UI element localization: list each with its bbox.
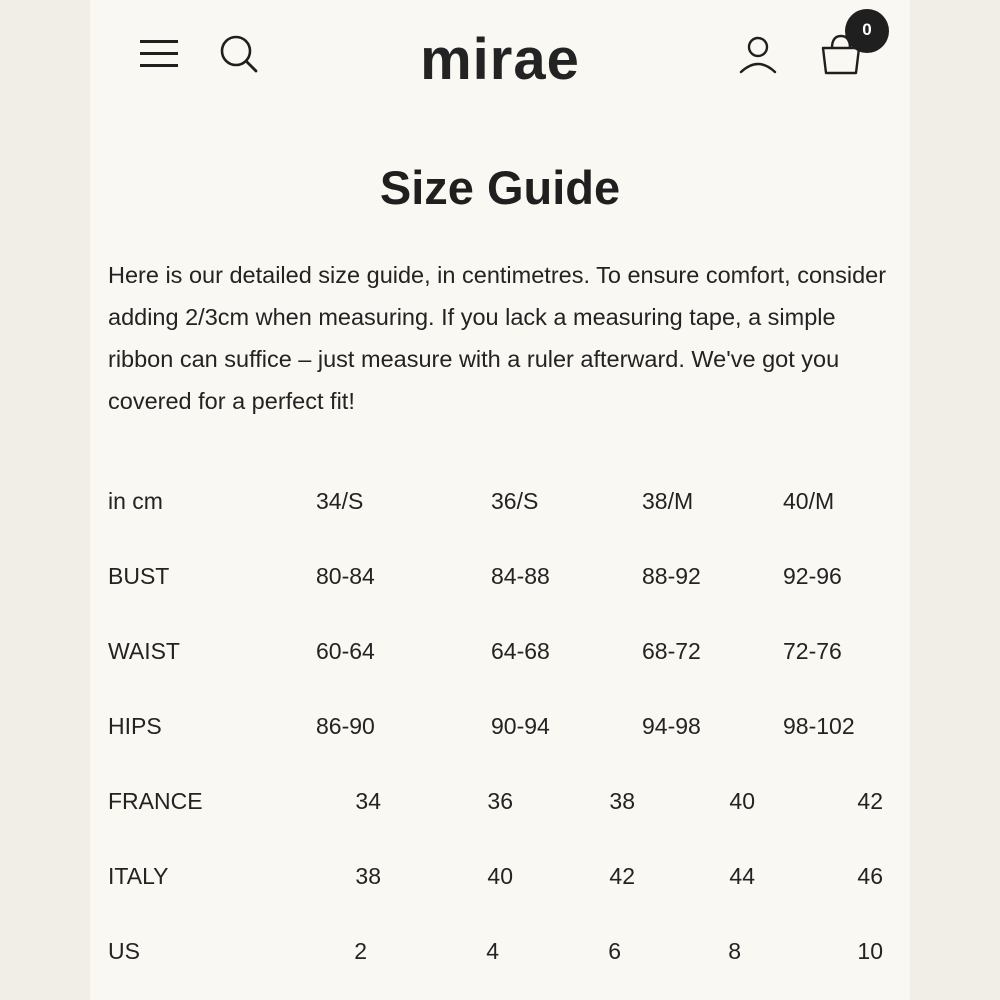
table-row-waist: [0, 631, 1000, 671]
table-cell: 94-98: [642, 713, 701, 739]
table-cell: 36: [487, 788, 513, 814]
table-cell: 60-64: [316, 638, 375, 664]
search-icon: [218, 34, 260, 76]
menu-icon-line: [140, 64, 178, 67]
table-cell: 44: [729, 863, 755, 889]
table-cell: 40: [487, 863, 513, 889]
size-column-header: 38/M: [642, 488, 694, 514]
menu-icon-line: [140, 52, 178, 55]
table-cell: 34: [355, 788, 381, 814]
table-cell: 72-76: [783, 638, 842, 664]
page-title: Size Guide: [379, 161, 621, 214]
table-cell: 64-68: [491, 638, 550, 664]
size-column-header: 40/M: [783, 488, 835, 514]
brand-logo[interactable]: mirae: [420, 27, 580, 92]
table-cell: 80-84: [316, 563, 375, 589]
table-row-bust: [0, 556, 1000, 596]
size-column-header: 34/S: [316, 488, 364, 514]
table-cell: 4: [486, 938, 499, 964]
size-column-header: 36/S: [491, 488, 539, 514]
row-label: BUST: [108, 563, 170, 589]
table-row-hips: [0, 706, 1000, 746]
table-cell: 98-102: [783, 713, 855, 739]
table-cell: 84-88: [491, 563, 550, 589]
table-header-label: in cm: [108, 488, 163, 514]
table-cell: 38: [609, 788, 635, 814]
table-cell: 8: [728, 938, 741, 964]
row-label: US: [108, 938, 140, 964]
row-label: WAIST: [108, 638, 180, 664]
table-cell: 92-96: [783, 563, 842, 589]
table-cell: 90-94: [491, 713, 550, 739]
account-icon: [736, 34, 780, 78]
cart-count-badge[interactable]: 0: [845, 9, 889, 53]
account-button[interactable]: [736, 34, 780, 78]
site-header: [0, 0, 1000, 110]
menu-button[interactable]: [138, 34, 182, 72]
table-cell: 68-72: [642, 638, 701, 664]
table-cell: 10: [857, 938, 883, 964]
table-row-us: [0, 931, 1000, 971]
table-cell: 2: [354, 938, 367, 964]
menu-icon-line: [140, 40, 178, 43]
table-cell: 6: [608, 938, 621, 964]
table-row-france: [0, 781, 1000, 821]
table-cell: 42: [857, 788, 883, 814]
table-cell: 42: [609, 863, 635, 889]
intro-text: Here is our detailed size guide, in centimetres. To ensure comfort, consider adding 2/3cm when measuring. If you lack a measuring tape, a simple ribbon can suffice – just measure with a ruler afterward. We've got you covered for a perfect fit!: [108, 262, 887, 414]
table-cell: 40: [729, 788, 755, 814]
size-table-header-row: [0, 481, 1000, 521]
table-cell: 38: [355, 863, 381, 889]
table-cell: 46: [857, 863, 883, 889]
row-label: ITALY: [108, 863, 169, 889]
table-cell: 88-92: [642, 563, 701, 589]
row-label: FRANCE: [108, 788, 203, 814]
row-label: HIPS: [108, 713, 162, 739]
table-row-italy: [0, 856, 1000, 896]
table-cell: 86-90: [316, 713, 375, 739]
search-button[interactable]: [218, 34, 260, 76]
